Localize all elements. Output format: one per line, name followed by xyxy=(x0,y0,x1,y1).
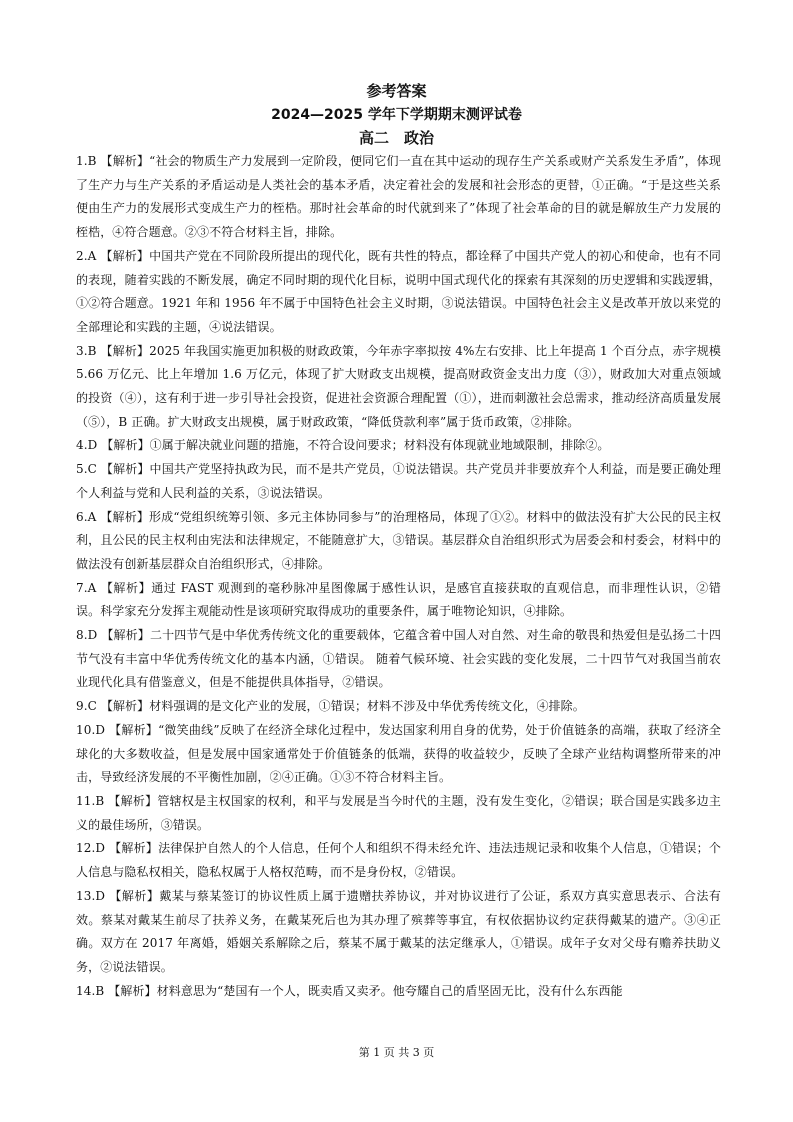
answer-item: 8.D 【解析】二十四节气是中华优秀传统文化的重要载体，它蕴含着中国人对自然、对生命的敬畏和热爱但是弘扬二十四节气没有丰富中华优秀传统文化的基本内涵，①错误。 随着气候环境、社会实践的变化发展，二十四节气对我国当前农业现代化具有借鉴意义，但是不能提供具体指导，②错误。 xyxy=(76,628,721,690)
answer-item: 4.D 【解析】①属于解决就业问题的措施，不符合设问要求；材料没有体现就业地域限制，排除②。 xyxy=(76,438,610,453)
answer-item: 7.A 【解析】通过 FAST 观测到的毫秒脉冲星图像属于感性认识，是感官直接获取的直观信息，而非理性认识，②错误。科学家充分发挥主观能动性是该项研究取得成功的重要条件，属于唯物论知识，④排除。 xyxy=(76,580,721,619)
page-footer: 第 1 页 共 3 页 xyxy=(358,1046,435,1059)
answer-key-title: 参考答案 xyxy=(366,82,427,100)
exam-title: 2024—2025 学年下学期期末测评试卷 xyxy=(271,107,522,123)
answer-item: 9.C 【解析】材料强调的是文化产业的发展，①错误；材料不涉及中华优秀传统文化，④排除。 xyxy=(76,699,585,714)
answer-item: 3.B 【解析】2025 年我国实施更加积极的财政政策，今年赤字率拟按 4%左右安排、比上年提高 1 个百分点，赤字规模 5.66 万亿元、比上年增加 1.6 万亿元，体现了扩大财政支出规模，提高财政资金支出力度（③），财政加大对重点领域的投资（④），这有利于进一步引导社会投资，促进社会资源合理配置（①），进而刺激社会总需求，推动经济高质量发展（⑤），B 正确。扩大财政支出规模，属于财政政策，“降低贷款利率”属于货币政策，②排除。 xyxy=(76,343,721,429)
answer-item: 6.A 【解析】形成“党组织统筹引领、多元主体协同参与”的治理格局，体现了①②。材料中的做法没有扩大公民的民主权利，且公民的民主权利由宪法和法律规定，不能随意扩大，③错误。基层群众自治组织形式为居委会和村委会，材料中的做法没有创新基层群众自治组织形式，④排除。 xyxy=(76,509,721,571)
answer-item: 14.B 【解析】材料意思为“楚国有一个人，既卖盾又卖矛。他夸耀自己的盾坚固无比，没有什么东西能 xyxy=(76,983,623,998)
answer-item: 10.D 【解析】“微笑曲线”反映了在经济全球化过程中，发达国家利用自身的优势，处于价值链条的高端，获取了经济全球化的大多数收益，但是发展中国家通常处于价值链条的低端，获得的收益较少，反映了全球产业结构调整所带来的冲击，导致经济发展的不平衡性加剧，②④正确。①③不符合材料主旨。 xyxy=(76,722,721,785)
answer-item: 1.B 【解析】“社会的物质生产力发展到一定阶段，便同它们一直在其中运动的现存生产关系或财产关系发生矛盾”，体现了生产力与生产关系的矛盾运动是人类社会的基本矛盾，决定着社会的发展和社会形态的更替，①正确。“于是这些关系便由生产力的发展形式变成生产力的桎梏。那时社会革命的时代就到来了”体现了社会革命的目的就是解放生产力发展的桎梏，④符合题意。②③不符合材料主旨，排除。 xyxy=(76,154,721,240)
answer-item: 11.B 【解析】管辖权是主权国家的权利，和平与发展是当今时代的主题，没有发生变化，②错误；联合国是实践多边主义的最佳场所，③错误。 xyxy=(76,793,721,832)
subject-title: 高二 政治 xyxy=(358,129,434,147)
answer-item: 2.A 【解析】中国共产党在不同阶段所提出的现代化，既有共性的特点，都诠释了中国共产党人的初心和使命，也有不同的表现，随着实践的不断发展，确定不同时期的现代化目标，说明中国式现代化的探索有其深刻的历史逻辑和实践逻辑，①②符合题意。1921 年和 1956 年不属于中国特色社会主义时期，③说法错误。中国特色社会主义是改革开放以来党的全部理论和实践的主题，④说法错误。 xyxy=(76,248,721,334)
answer-item: 12.D 【解析】法律保护自然人的个人信息，任何个人和组织不得未经允许、违法违规记录和收集个人信息，①错误；个人信息与隐私权相关，隐私权属于人格权范畴，而不是身份权，②错误。 xyxy=(76,841,721,880)
answer-list xyxy=(76,150,721,1003)
answer-item: 13.D 【解析】戴某与蔡某签订的协议性质上属于遗赠扶养协议，并对协议进行了公证，系双方真实意思表示、合法有效。蔡某对戴某生前尽了扶养义务，在戴某死后也为其办理了殡葬等事宜，有权依据协议约定获得戴某的遗产。③④正确。双方在 2017 年离婚，婚姻关系解除之后，蔡某不属于戴某的法定继承人，①错误。成年子女对父母有赡养扶助义务，②说法错误。 xyxy=(76,888,721,974)
answer-item: 5.C 【解析】中国共产党坚持执政为民，而不是共产党员，①说法错误。共产党员并非要放弃个人利益，而是要正确处理个人利益与党和人民利益的关系，③说法错误。 xyxy=(76,462,721,500)
